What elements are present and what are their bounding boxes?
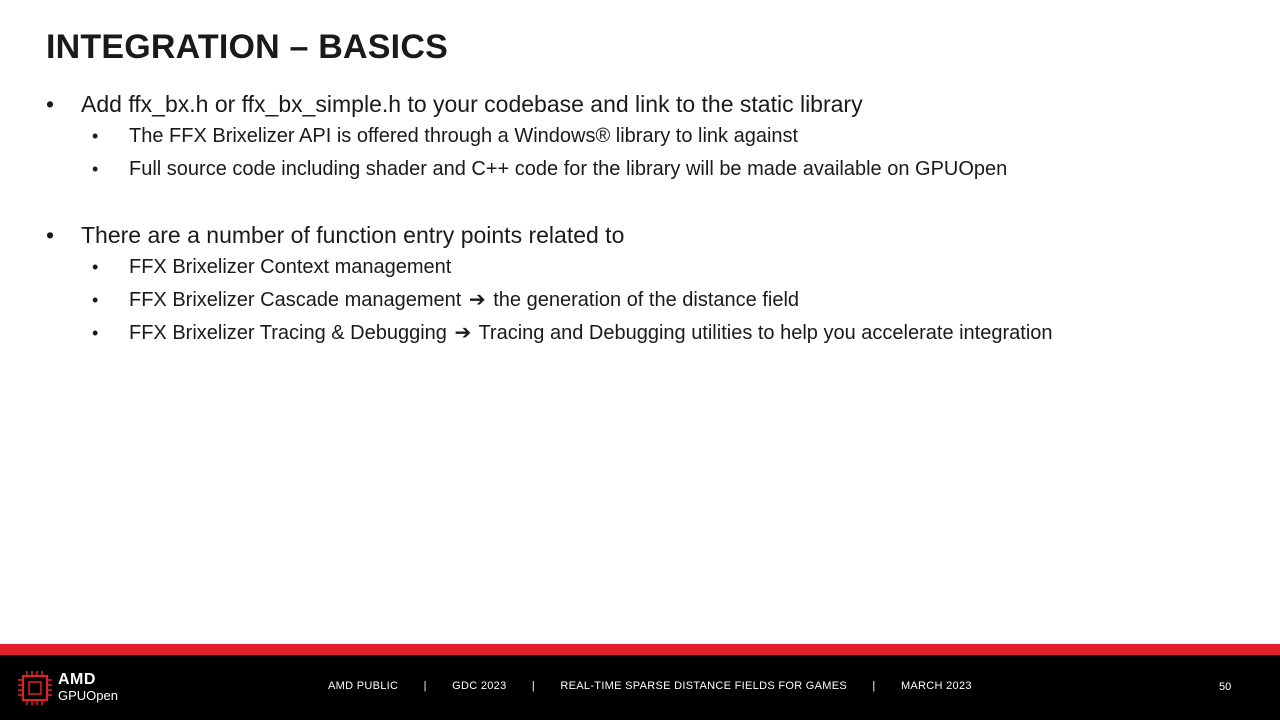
bullet-1-sub-1-text: The FFX Brixelizer API is offered through a Windows® library to link against bbox=[129, 125, 799, 147]
bullet-glyph: • bbox=[92, 290, 99, 310]
bullet-glyph: • bbox=[92, 257, 99, 277]
bullet-glyph: • bbox=[46, 91, 55, 117]
bullet-1-text: Add ffx_bx.h or ffx_bx_simple.h to your codebase and link to the static library bbox=[81, 91, 863, 117]
bullet-glyph: • bbox=[46, 222, 55, 248]
bullet-2 bbox=[46, 219, 1246, 251]
bullet-glyph: • bbox=[92, 159, 99, 179]
footer-accent-bar bbox=[0, 644, 1280, 655]
right-arrow-icon: ➔ bbox=[468, 289, 486, 311]
bullet-1-sub-2-text: Full source code including shader and C++ code for the library will be made available on GPUOpen bbox=[129, 158, 1008, 180]
amd-wordmark: AMD bbox=[58, 671, 96, 688]
amd-gpuopen-logo bbox=[18, 669, 138, 705]
footer-classification: AMD PUBLIC bbox=[328, 680, 399, 692]
bullet-1 bbox=[46, 88, 1246, 120]
footer-talk-title: REAL-TIME SPARSE DISTANCE FIELDS FOR GAMES bbox=[560, 680, 848, 692]
gpuopen-wordmark: GPUOpen bbox=[58, 688, 118, 703]
footer-separator: | bbox=[423, 680, 427, 692]
bullet-2-sub-3-pre: FFX Brixelizer Tracing & Debugging bbox=[129, 322, 447, 344]
bullet-1-sub-2 bbox=[46, 153, 1246, 186]
footer-date: MARCH 2023 bbox=[900, 680, 972, 692]
chip-icon bbox=[18, 671, 52, 705]
bullet-2-sub-2-post: the generation of the distance field bbox=[493, 289, 800, 311]
slide-title: INTEGRATION – BASICS bbox=[46, 28, 448, 66]
bullet-2-sub-3-post: Tracing and Debugging utilities to help you accelerate integration bbox=[478, 322, 1053, 344]
bullet-2-sub-2-pre: FFX Brixelizer Cascade management bbox=[129, 289, 462, 311]
bullet-spacer bbox=[46, 186, 1246, 219]
footer-event: GDC 2023 bbox=[452, 680, 507, 692]
footer-separator: | bbox=[531, 680, 536, 692]
slide-content bbox=[46, 88, 1246, 350]
right-arrow-icon: ➔ bbox=[454, 322, 472, 344]
bullet-2-sub-1 bbox=[46, 251, 1246, 284]
bullet-2-text: There are a number of function entry points related to bbox=[81, 222, 625, 248]
bullet-2-sub-3 bbox=[46, 317, 1246, 350]
bullet-2-sub-1-text: FFX Brixelizer Context management bbox=[129, 256, 452, 278]
bullet-1-sub-1 bbox=[46, 120, 1246, 153]
bullet-glyph: • bbox=[92, 323, 99, 343]
page-number: 50 bbox=[1219, 681, 1232, 693]
bullet-glyph: • bbox=[92, 126, 99, 146]
footer-separator: | bbox=[872, 680, 876, 692]
bullet-2-sub-2 bbox=[46, 284, 1246, 317]
footer-meta bbox=[328, 680, 972, 692]
footer bbox=[0, 655, 1280, 720]
